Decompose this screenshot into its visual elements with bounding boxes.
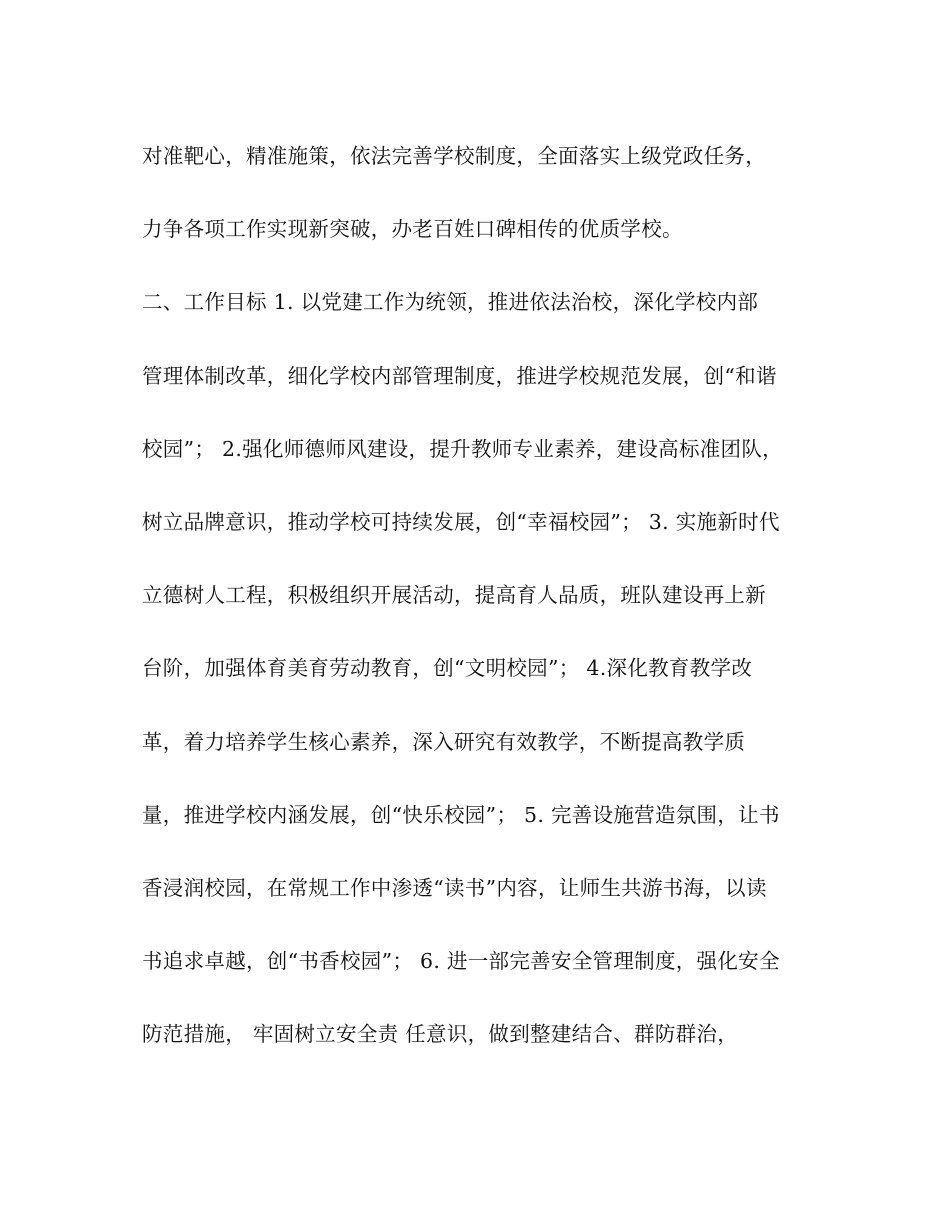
text-line: 管理体制改革，细化学校内部管理制度，推进学校规范发展，创“和谐	[142, 363, 777, 388]
text-line: 革，着力培养学生核心素养，深入研究有效教学，不断提高教学质	[142, 729, 746, 754]
text-line: 香浸润校园，在常规工作中渗透“读书”内容，让师生共游书海，以读	[142, 875, 767, 900]
text-line: 二、工作目标 1. 以党建工作为统领，推进依法治校，深化学校内部	[142, 290, 759, 315]
text-line: 树立品牌意识，推动学校可持续发展，创“幸福校园”； 3. 实施新时代	[142, 509, 780, 534]
text-line: 防范措施， 牢固树立安全责 任意识，做到整建结合、群防群治，	[142, 1022, 739, 1047]
text-line: 量，推进学校内涵发展，创“快乐校园”； 5. 完善设施营造氛围，让书	[142, 802, 780, 827]
text-line: 校园”； 2.强化师德师风建设，提升教师专业素养，建设高标准团队，	[142, 436, 783, 461]
text-line: 台阶，加强体育美育劳动教育，创“文明校园”； 4.深化教育教学改	[142, 656, 753, 681]
text-line: 力争各项工作实现新突破，办老百姓口碑相传的优质学校。	[142, 217, 683, 242]
text-line: 立德树人工程，积极组织开展活动，提高育人品质，班队建设再上新	[142, 583, 766, 608]
body-text	[142, 130, 822, 1081]
text-line: 书追求卓越，创“书香校园”； 6. 进一部完善安全管理制度，强化安全	[142, 949, 780, 974]
text-line: 对准靶心，精准施策，依法完善学校制度，全面落实上级党政任务，	[142, 144, 766, 168]
